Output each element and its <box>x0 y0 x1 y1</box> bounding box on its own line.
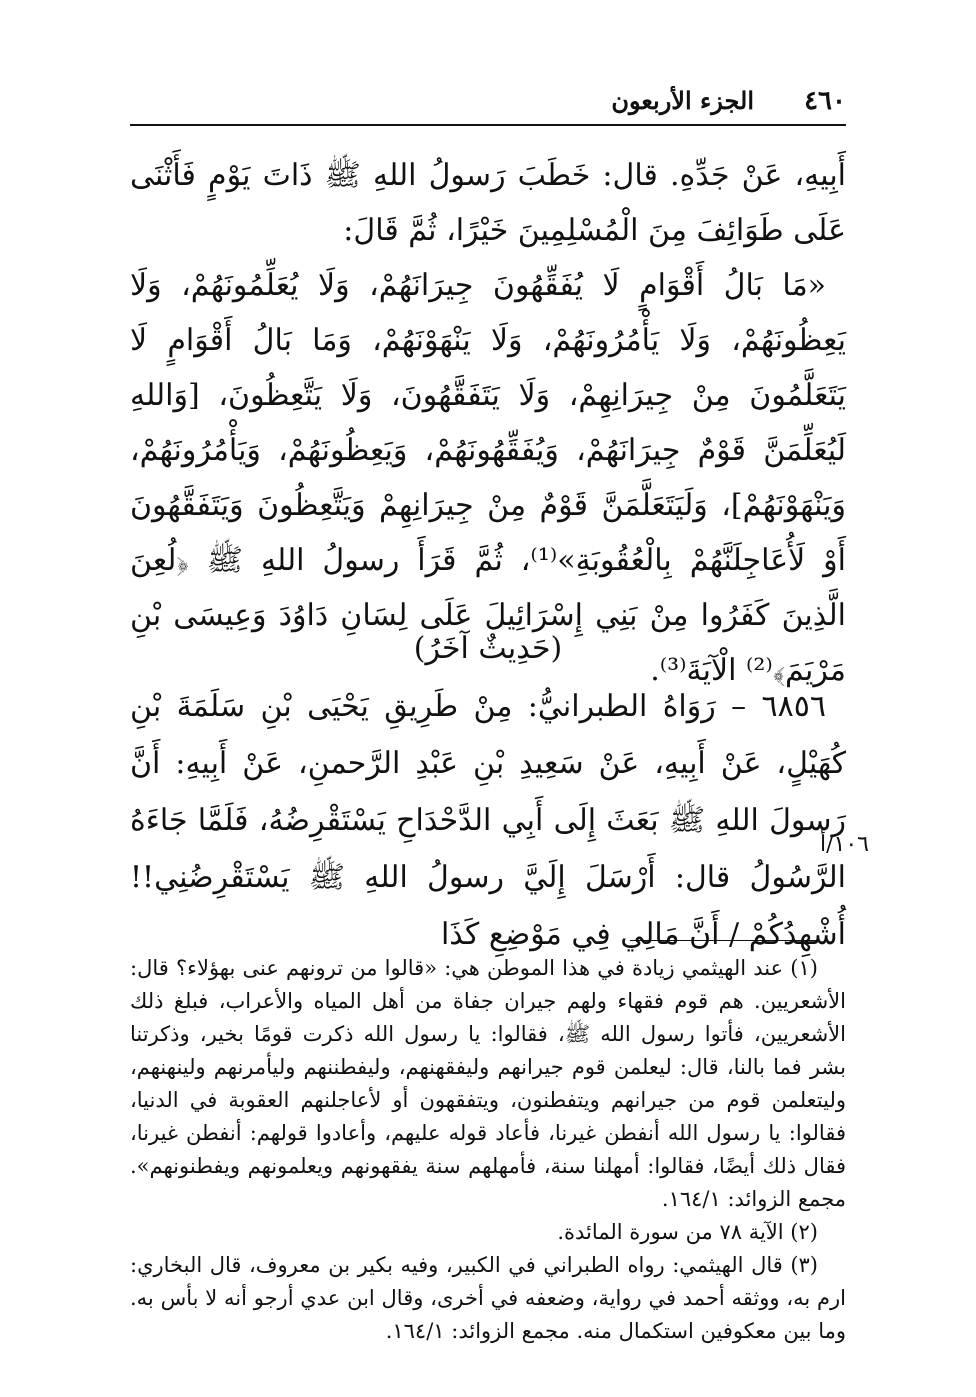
hadith-quote-paragraph: «مَا بَالُ أَقْوَامٍ لَا يُفَقِّهُونَ جِيرَانَهُمْ، وَلَا يُعَلِّمُونَهُمْ، وَلَا يَعِظُونَهُمْ، وَلَا يَأْمُرُونَهُمْ، وَلَا يَنْهَوْنَهُمْ، وَمَا بَالُ أَقْوَامٍ لَا يَتَعَلَّمُونَ مِنْ جِيرَانِهِمْ، وَلَا يَتَفَقَّهُونَ، وَلَا يَتَّعِظُونَ، [وَاللهِ لَيُعَلِّمَنَّ قَوْمٌ جِيرَانَهُمْ، وَيُفَقِّهُونَهُمْ، وَيَعِظُونَهُمْ، وَيَأْمُرُونَهُمْ، وَيَنْهَوْنَهُمْ]، وَلَيَتَعَلَّمَنَّ قَوْمٌ مِنْ جِيرَانِهِمْ وَيَتَّعِظُونَ وَيَتَفَقَّهُونَ أَوْ لَأُعَاجِلَنَّهُمْ بِالْعُقُوبَةِ»⁽¹⁾، ثُمَّ قَرَأَ رسولُ اللهِ ﷺ ﴿لُعِنَ الَّذِينَ كَفَرُوا مِنْ بَنِي إِسْرَائِيلَ عَلَى لِسَانِ دَاوُدَ وَعِيسَى بْنِ مَرْيَمَ﴾⁽²⁾ الْآيَةَ⁽³⁾. <box>130 268 846 688</box>
margin-folio-note: ١٠٦/أ <box>820 832 869 857</box>
page-header <box>130 82 846 122</box>
footnote-3: (٣) قال الهيثمي: رواه الطبراني في الكبير، وفيه بكير بن معروف، قال البخاري: ارم به، ووثقه أحمد في رواية، وضعفه في أخرى، وقال ابن عدي أرجو أنه لا بأس به. وما بين معكوفين استكمال منه. مجمع الزوائد: ١٦٤/١. <box>130 1253 846 1343</box>
hadith-paragraph: ٦٨٥٦ – رَوَاهُ الطبرانيُّ: مِنْ طَرِيقِ يَحْيَى بْنِ سَلَمَةَ بْنِ كُهَيْلٍ، عَنْ أَبِيهِ، عَنْ سَعِيدِ بْنِ عَبْدِ الرَّحمنِ، عَنْ أَبِيهِ: أَنَّ رَسولَ اللهِ ﷺ بَعَثَ إِلَى أَبِي الدَّحْدَاحِ يَسْتَقْرِضُهُ، فَلَمَّا جَاءَهُ الرَّسُولُ قال: أَرْسَلَ إِلَيَّ رسولُ اللهِ ﷺ يَسْتَقْرِضُنِي!! أُشْهِدُكُمْ / أَنَّ مَالِي فِي مَوْضِعِ كَذَا <box>130 689 846 952</box>
footnotes <box>130 952 846 1348</box>
main-text <box>130 148 846 698</box>
header-rule <box>130 124 846 126</box>
footnote-rule <box>630 940 816 941</box>
section-heading: (حَدِيثٌ آخَرُ) <box>413 631 563 666</box>
page-number: ٤٦٠ <box>804 86 846 116</box>
running-title: الجزء الأربعون <box>611 86 754 115</box>
footnote-2: (٢) الآية ٧٨ من سورة المائدة. <box>557 1220 818 1244</box>
footnote-1: (١) عند الهيثمي زيادة في هذا الموطن هي: «قالوا من ترونهم عنى بهؤلاء؟ قال: الأشعريين. هم قوم فقهاء ولهم جيران جفاة من أهل المياه والأعراب، فبلغ ذلك الأشعريين، فأتوا رسول الله ﷺ، فقالوا: يا رسول الله ذكرت قومًا بخير، وذكرتنا بشر فما بالنا، قال: ليعلمن قوم جيرانهم وليفقهنهم، وليفطننهم وليأمرنهم ولينهنهم، وليتعلمن قوم من جيرانهم ويتفطنون، ويتفقهون أو لأعاجلنهم العقوبة في الدنيا، فقالوا: يا رسول الله أنفطن غيرنا، فأعاد قوله عليهم، وأعادوا قولهم: أنفطن غيرنا، فقال ذلك أيضًا، فقالوا: أمهلنا سنة، فأمهلهم سنة يفقهونهم ويعلمونهم ويفطنونهم». مجمع الزوائد: ١٦٤/١. <box>130 956 846 1211</box>
intro-paragraph: أَبِيهِ، عَنْ جَدِّهِ. قال: خَطَبَ رَسولُ اللهِ ﷺ ذَاتَ يَوْمٍ فَأَثْنَى عَلَى طَوَائِفَ مِنَ الْمُسْلِمِينَ خَيْرًا، ثُمَّ قَالَ: <box>130 158 846 248</box>
hadith-block <box>130 678 846 963</box>
